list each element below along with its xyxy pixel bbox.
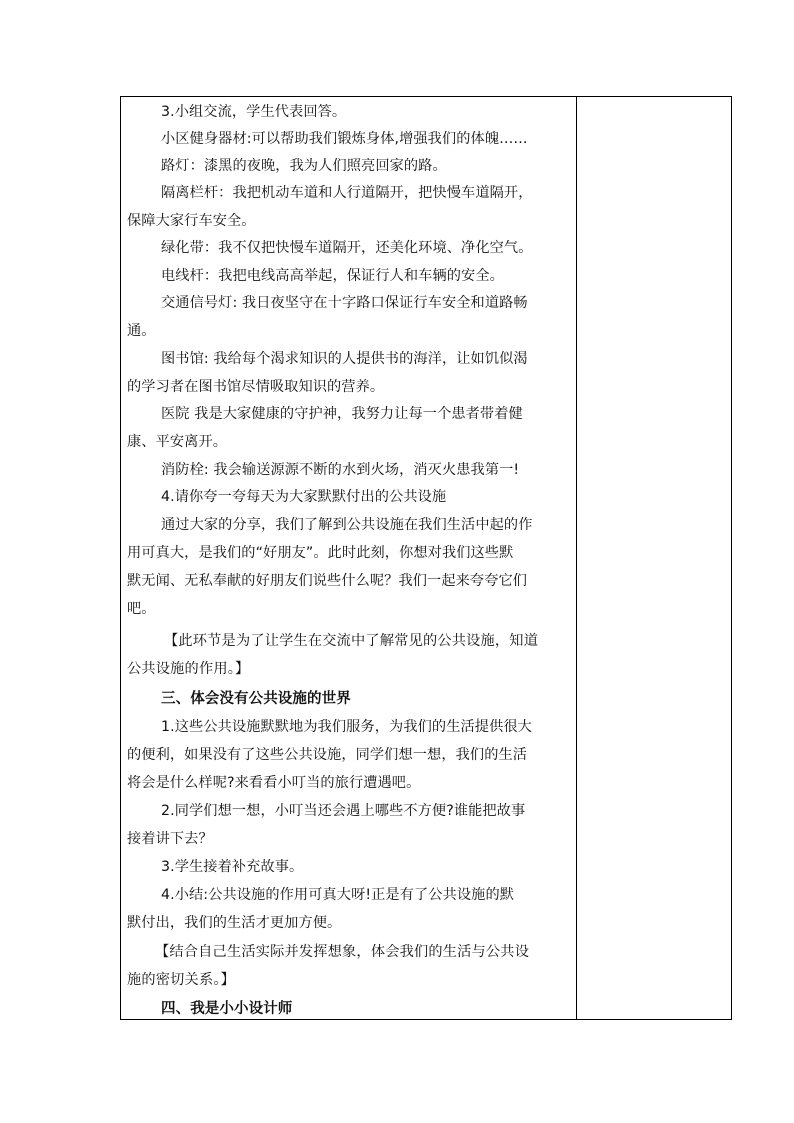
text-line: 2.同学们想一想，小叮当还会遇上哪些不方便?谁能把故事 [161, 803, 526, 819]
teaching-note: 施的密切关系。】 [127, 972, 236, 988]
section-heading: 三、体会没有公共设施的世界 [161, 691, 351, 707]
text-line: 4.小结:公共设施的作用可真大呀!正是有了公共设施的默 [161, 887, 515, 903]
text-line: 电线杆：我把电线高高举起，保证行人和车辆的安全。 [161, 268, 504, 284]
text-line: 默无闻、无私奉献的好朋友们说些什么呢？我们一起来夸夸它们 [127, 573, 528, 589]
notes-cell [577, 97, 731, 1019]
text-line: 路灯：漆黑的夜晚，我为人们照亮回家的路。 [161, 158, 447, 174]
text-line: 交通信号灯: 我日夜坚守在十字路口保证行车安全和道路畅 [161, 295, 528, 311]
text-line: 小区健身器材:可以帮助我们锻炼身体,增强我们的体魄…… [161, 131, 528, 147]
lesson-table [120, 96, 732, 1020]
text-line: 的学习者在图书馆尽情吸取知识的营养。 [127, 379, 385, 395]
text-line: 用可真大，是我们的“好朋友”。此时此刻，你想对我们这些默 [127, 545, 514, 561]
text-line: 通过大家的分享，我们了解到公共设施在我们生活中起的作 [161, 517, 533, 533]
text-line: 通。 [127, 323, 156, 339]
text-line: 康、平安离开。 [127, 434, 228, 450]
teaching-note: 【结合自己生活实际并发挥想象，体会我们的生活与公共设 [155, 944, 530, 960]
text-line: 医院 我是大家健康的守护神，我努力让每一个患者带着健 [161, 406, 523, 422]
text-line: 隔离栏杆：我把机动车道和人行道隔开，把快慢车道隔开， [161, 185, 533, 201]
text-line: 接着讲下去？ [127, 831, 213, 847]
teaching-note: 公共设施的作用。】 [127, 661, 250, 677]
text-line: 吧。 [127, 601, 156, 617]
text-line: 4.请你夸一夸每天为大家默默付出的公共设施 [161, 489, 447, 505]
content-cell [121, 97, 576, 1019]
text-line: 消防栓: 我会输送源源不断的水到火场，消灭火患我第一! [161, 462, 520, 478]
text-line: 1.这些公共设施默默地为我们服务，为我们的生活提供很大 [161, 719, 532, 735]
text-line: 将会是什么样呢?来看看小叮当的旅行遭遇吧。 [127, 775, 421, 791]
text-line: 的便利，如果没有了这些公共设施，同学们想一想，我们的生活 [127, 747, 528, 763]
text-line: 绿化带：我不仅把快慢车道隔开，还美化环境、净化空气。 [161, 240, 533, 256]
text-line: 3.小组交流，学生代表回答。 [161, 104, 347, 120]
text-line: 图书馆: 我给每个渴求知识的人提供书的海洋，让如饥似渴 [161, 351, 528, 367]
teaching-note: 【此环节是为了让学生在交流中了解常见的公共设施，知道 [164, 633, 539, 649]
text-line: 保障大家行车安全。 [127, 213, 256, 229]
section-heading: 四、我是小小设计师 [161, 1001, 293, 1017]
text-line: 3.学生接着补充故事。 [161, 859, 304, 875]
text-line: 默付出，我们的生活才更加方便。 [127, 915, 342, 931]
